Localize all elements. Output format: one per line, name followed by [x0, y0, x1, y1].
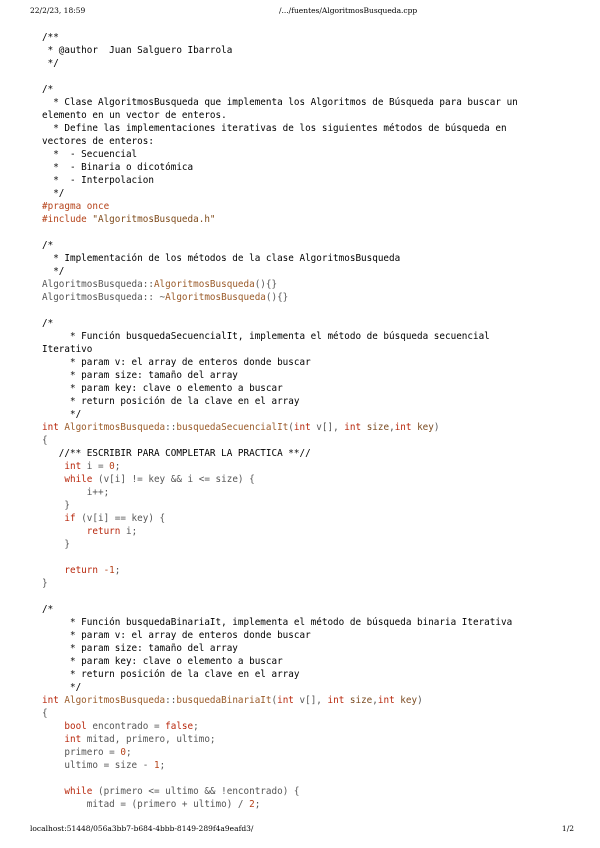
code-token: AlgoritmosBusqueda:: ~ — [42, 292, 166, 303]
code-line — [42, 772, 582, 785]
code-token: /** — [42, 32, 59, 43]
code-token: while — [42, 786, 98, 797]
code-token: bool — [42, 721, 93, 732]
code-line — [42, 200, 582, 213]
code-line — [42, 395, 582, 408]
code-token: int — [42, 695, 65, 706]
code-token: AlgoritmosBusqueda:: — [42, 279, 154, 290]
code-token: * - Secuencial — [42, 149, 138, 160]
code-line — [42, 161, 582, 174]
code-line — [42, 785, 582, 798]
code-token: */ — [42, 682, 82, 693]
code-line — [42, 44, 582, 57]
code-token: i++; — [42, 487, 110, 498]
code-token: int — [344, 422, 367, 433]
code-token: * Función busquedaSecuencialIt, implementa el método de búsqueda secuencial — [42, 331, 490, 342]
code-token: if — [42, 513, 82, 524]
code-line — [42, 590, 582, 603]
code-token: ; — [254, 799, 261, 810]
code-token: #include — [42, 214, 93, 225]
code-token: int — [42, 422, 65, 433]
code-token: while — [42, 474, 98, 485]
code-token: */ — [42, 188, 65, 199]
code-token: ( — [271, 695, 278, 706]
code-token: { — [42, 435, 48, 446]
code-line — [42, 447, 582, 460]
code-token: v[], — [299, 695, 328, 706]
code-token: (primero <= ultimo && !encontrado) { — [97, 786, 300, 797]
code-line — [42, 746, 582, 759]
code-line — [42, 655, 582, 668]
code-line — [42, 369, 582, 382]
code-token: * param v: el array de enteros donde buscar — [42, 357, 311, 368]
code-token: * - Binaria o dicotómica — [42, 162, 194, 173]
code-line — [42, 343, 582, 356]
print-footer — [0, 824, 600, 838]
code-token: */ — [42, 266, 65, 277]
code-token: * return posición de la clave en el array — [42, 396, 300, 407]
code-line — [42, 109, 582, 122]
code-token: (){} — [254, 279, 278, 290]
code-token: * Define las implementaciones iterativas de los siguientes métodos de búsqueda en — [42, 123, 507, 134]
code-token: , — [389, 422, 395, 433]
code-line — [42, 486, 582, 499]
code-line — [42, 278, 582, 291]
code-token: false — [165, 721, 194, 732]
code-token: */ — [42, 58, 59, 69]
code-token: * param v: el array de enteros donde buscar — [42, 630, 311, 641]
code-token: ; — [125, 747, 132, 758]
code-token: (v[i] != key && i <= size) { — [97, 474, 255, 485]
code-line — [42, 148, 582, 161]
code-line — [42, 642, 582, 655]
code-token: return — [42, 565, 104, 576]
code-line — [42, 174, 582, 187]
code-line — [42, 538, 582, 551]
code-token: -1 — [103, 565, 115, 576]
code-token: key — [417, 422, 434, 433]
code-line — [42, 681, 582, 694]
code-token: } — [42, 500, 70, 511]
code-token: 1 — [153, 760, 160, 771]
code-token: int — [293, 422, 317, 433]
code-line — [42, 96, 582, 109]
code-token: (){} — [265, 292, 289, 303]
code-line — [42, 512, 582, 525]
code-line — [42, 187, 582, 200]
code-token: { — [42, 708, 48, 719]
code-line — [42, 499, 582, 512]
code-token: int — [377, 695, 401, 706]
code-line — [42, 707, 582, 720]
code-token: int — [42, 734, 87, 745]
code-token: * param size: tamaño del array — [42, 643, 238, 654]
code-token: /* — [42, 84, 54, 95]
code-token: AlgoritmosBusqueda — [64, 422, 166, 433]
code-token: ) — [417, 695, 423, 706]
code-token: * Implementación de los métodos de la clase AlgoritmosBusqueda — [42, 253, 401, 264]
code-token: */ — [42, 409, 82, 420]
code-token: /* — [42, 240, 54, 251]
code-line — [42, 57, 582, 70]
code-line — [42, 525, 582, 538]
code-line — [42, 434, 582, 447]
code-token: ; — [159, 760, 166, 771]
code-line — [42, 122, 582, 135]
code-token: AlgoritmosBusqueda — [153, 279, 255, 290]
print-url: localhost:51448/056a3bb7-b684-4bbb-8149-289f4a9eafd3/ — [30, 824, 254, 833]
code-token: busquedaSecuencialIt — [176, 422, 289, 433]
code-token: :: — [165, 695, 177, 706]
code-line — [42, 408, 582, 421]
code-token: i = — [86, 461, 110, 472]
code-token: * param size: tamaño del array — [42, 370, 238, 381]
code-token: int — [42, 461, 87, 472]
code-token: size — [366, 422, 390, 433]
code-token: ; — [193, 721, 199, 732]
code-token: ) — [433, 422, 440, 433]
code-token: 2 — [249, 799, 255, 810]
code-line — [42, 421, 582, 434]
code-line — [42, 304, 582, 317]
code-line — [42, 70, 582, 83]
code-token: * Función busquedaBinariaIt, implementa el método de búsqueda binaria Iterativa — [42, 617, 513, 628]
code-line — [42, 239, 582, 252]
code-token: /* — [42, 604, 54, 615]
code-line — [42, 733, 582, 746]
code-token: 0 — [120, 747, 126, 758]
code-token: (v[i] == key) { — [81, 513, 166, 524]
code-token: vectores de enteros: — [42, 136, 154, 147]
code-token: } — [42, 539, 70, 550]
code-token: AlgoritmosBusqueda — [64, 695, 166, 706]
code-token: encontrado = — [92, 721, 166, 732]
code-line — [42, 330, 582, 343]
code-line — [42, 798, 582, 811]
code-token: * param key: clave o elemento a buscar — [42, 383, 283, 394]
code-line — [42, 460, 582, 473]
code-token: "AlgoritmosBusqueda.h" — [92, 214, 216, 225]
code-token: AlgoritmosBusqueda — [165, 292, 266, 303]
code-line — [42, 668, 582, 681]
code-line — [42, 564, 582, 577]
code-token: * - Interpolacion — [42, 175, 154, 186]
print-file-path: /.../fuentes/AlgoritmosBusqueda.cpp — [279, 6, 418, 15]
code-token: * param key: clave o elemento a buscar — [42, 656, 283, 667]
code-line — [42, 83, 582, 96]
code-line — [42, 317, 582, 330]
code-token: int — [327, 695, 350, 706]
code-line — [42, 616, 582, 629]
code-token: int — [277, 695, 300, 706]
code-token: elemento en un vector de enteros. — [42, 110, 227, 121]
code-line — [42, 551, 582, 564]
code-token: , — [372, 695, 378, 706]
code-line — [42, 135, 582, 148]
code-line — [42, 577, 582, 590]
code-token: return — [42, 526, 126, 537]
code-token: mitad = (primero + ultimo) / — [42, 799, 250, 810]
code-line — [42, 291, 582, 304]
code-token: ( — [288, 422, 294, 433]
code-token: size — [349, 695, 373, 706]
page-number: 1/2 — [561, 824, 574, 833]
code-line — [42, 265, 582, 278]
code-line — [42, 252, 582, 265]
code-line — [42, 759, 582, 772]
code-token: int — [394, 422, 418, 433]
code-token: /* — [42, 318, 54, 329]
code-token: } — [42, 578, 48, 589]
code-line — [42, 213, 582, 226]
code-line — [42, 356, 582, 369]
source-code-listing — [42, 31, 582, 811]
print-header — [0, 6, 600, 20]
code-token: Iterativo — [42, 344, 93, 355]
code-token: busquedaBinariaIt — [176, 695, 272, 706]
code-line — [42, 226, 582, 239]
code-token: ; — [114, 461, 121, 472]
code-line — [42, 629, 582, 642]
code-token: primero = — [42, 747, 121, 758]
code-line — [42, 31, 582, 44]
code-token: ultimo = size - — [42, 760, 154, 771]
code-token: 0 — [109, 461, 115, 472]
code-line — [42, 694, 582, 707]
code-line — [42, 603, 582, 616]
code-token: * Clase AlgoritmosBusqueda que implementa los Algoritmos de Búsqueda para buscar un — [42, 97, 518, 108]
print-datetime: 22/2/23, 18:59 — [30, 6, 86, 15]
code-token: key — [400, 695, 418, 706]
code-token: #pragma once — [42, 201, 110, 212]
code-token: * @author Juan Salguero Ibarrola — [42, 45, 233, 56]
code-line — [42, 382, 582, 395]
code-token: * return posición de la clave en el array — [42, 669, 300, 680]
code-line — [42, 473, 582, 486]
code-token: ; — [114, 565, 121, 576]
code-token: mitad, primero, ultimo; — [86, 734, 216, 745]
code-line — [42, 720, 582, 733]
code-token: i; — [125, 526, 138, 537]
code-token: :: — [165, 422, 177, 433]
code-token: v[], — [316, 422, 345, 433]
code-token: //** ESCRIBIR PARA COMPLETAR LA PRACTICA **// — [42, 448, 311, 459]
